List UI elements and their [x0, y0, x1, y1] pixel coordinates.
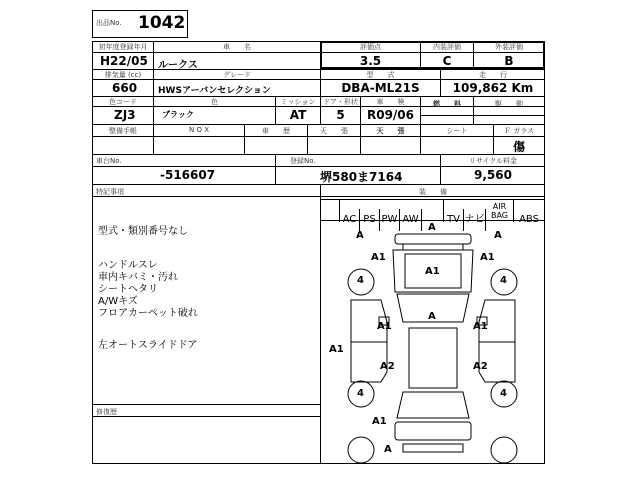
equip-ps: PS — [360, 209, 380, 231]
mileage-value: 109,862 Km — [452, 81, 534, 95]
displacement-value: 660 — [112, 81, 138, 95]
damage-door-left-front: A1 — [377, 321, 392, 332]
tire-fr: 4 — [500, 275, 507, 286]
notes-item-2: 車内キバミ・汚れ — [98, 272, 178, 283]
tire-fl: 4 — [357, 275, 364, 286]
chassis-value: -516607 — [160, 168, 216, 182]
interior-label: 内装評価 — [433, 43, 461, 51]
interior-value: C — [442, 54, 452, 68]
seat-label: シート — [446, 127, 468, 135]
notes-line1: 型式・類別番号なし — [98, 226, 188, 237]
equip-aw: AW — [400, 209, 422, 231]
type-label: 型 式 — [366, 71, 395, 79]
recycle-value: 9,560 — [474, 168, 512, 182]
grade-value: HWSアーバンセレクション — [158, 86, 271, 96]
first-reg-value: H22/05 — [100, 54, 148, 68]
damage-roof: A1 — [425, 266, 440, 277]
spare-tire-right-shape — [491, 437, 517, 463]
damage-door-left-rear: A2 — [380, 361, 395, 372]
color-code-label: 色コード — [109, 98, 137, 106]
lot-number-label: 出品No. — [96, 19, 122, 27]
damage-rear-left: A1 — [372, 416, 387, 427]
damage-rear-center: A — [384, 444, 392, 455]
drive-label: 駆 動 — [495, 100, 523, 108]
first-reg-label: 初年度登録年月 — [98, 43, 148, 51]
equip-ac: AC — [340, 209, 360, 231]
equip-abs: ABS — [519, 214, 539, 225]
car-diagram — [321, 222, 545, 464]
reg-value: 堺580ま7164 — [320, 170, 403, 184]
notes-item-5: フロアカーペット破れ — [98, 308, 198, 319]
notes-item-4: A/Wキズ — [98, 296, 138, 307]
history-label: 車 歴 — [262, 127, 290, 135]
chassis-label: 車台No. — [96, 157, 122, 165]
nox-label: N O X — [189, 126, 209, 134]
doors-value: 5 — [336, 108, 345, 122]
fuel-label: 燃 料 — [433, 100, 461, 108]
spare-tire-shape — [348, 437, 374, 463]
displacement-label: 排気量 (cc) — [104, 71, 142, 79]
color-value: ブラック — [162, 110, 194, 119]
color-label: 色 — [211, 98, 218, 106]
reg-label: 登録No. — [290, 157, 316, 165]
equipment-header: 装 備 — [419, 188, 447, 196]
score-value: 3.5 — [359, 54, 382, 68]
exterior-label: 外装評価 — [495, 43, 523, 51]
glass-label: Ｆ ガラス — [503, 127, 534, 135]
damage-door-right-front: A1 — [473, 321, 488, 332]
equip-navi: ナビ — [464, 209, 486, 231]
model-value: ルークス — [158, 60, 198, 71]
damage-fender-left: A1 — [371, 252, 386, 263]
sunroof2-label: 天 張 — [376, 127, 405, 135]
mission-value: AT — [289, 108, 307, 122]
tire-rr: 4 — [500, 388, 507, 399]
doors-label: ドア・形状 — [323, 98, 358, 106]
mileage-label: 走 行 — [479, 71, 507, 79]
color-code-value: ZJ3 — [114, 108, 136, 122]
repair-header: 修復歴 — [96, 408, 117, 416]
type-value: DBA-ML21S — [341, 81, 420, 95]
notes-extra: 左オートスライドドア — [98, 340, 198, 351]
score-label: 評価点 — [360, 43, 381, 51]
damage-hood-top: A1 — [480, 252, 495, 263]
damage-roof-center: A — [428, 311, 436, 322]
equip-tv: TV — [444, 209, 464, 231]
inspection-label: 車 検 — [376, 98, 405, 106]
damage-front-right: A — [494, 230, 502, 241]
equip-pw: PW — [380, 209, 400, 231]
damage-door-right-rear: A2 — [473, 361, 488, 372]
inspection-value: R09/06 — [366, 108, 415, 122]
recycle-label: リサイクル料金 — [468, 157, 518, 165]
glass-value: 傷 — [512, 140, 525, 154]
model-label: 車 名 — [223, 43, 251, 51]
damage-front-left: A — [356, 230, 364, 241]
damage-front-center: A — [428, 222, 436, 233]
exterior-value: B — [504, 54, 514, 68]
lot-number: 1042 — [138, 13, 186, 33]
mission-label: ミッション — [280, 98, 316, 106]
sunroof-label: 天 張 — [320, 127, 348, 135]
notes-header: 特記事項 — [96, 188, 124, 196]
notes-item-3: シートヘタリ — [98, 284, 158, 295]
damage-side-left: A1 — [329, 344, 344, 355]
grade-label: グレード — [223, 71, 251, 79]
equip-airbag: AIR BAG — [486, 200, 514, 222]
notes-item-1: ハンドルスレ — [98, 260, 158, 271]
equipment-row — [320, 199, 545, 225]
tire-rl: 4 — [357, 388, 364, 399]
maintenance-label: 整備手帳 — [109, 127, 137, 135]
